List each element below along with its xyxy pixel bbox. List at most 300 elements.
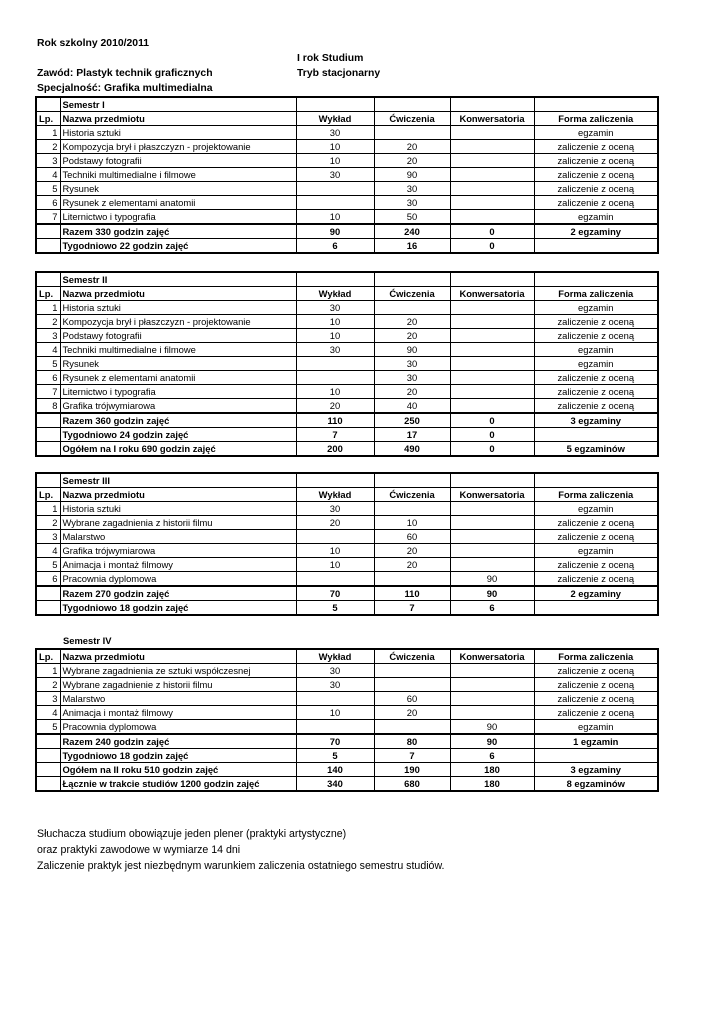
exercise-hours: 50 [374,210,450,225]
exercise-hours: 60 [374,692,450,706]
column-header-row [36,287,658,301]
summary-row-weekly [36,428,658,442]
row-number: 5 [36,558,60,572]
conversation-hours [450,140,534,154]
subject-name: Rysunek [60,357,296,371]
conversation-hours [450,182,534,196]
assessment-form: zaliczenie z oceną [534,572,658,587]
empty-cell [36,97,60,112]
header-form: Forma zaliczenia [534,488,658,502]
summary-exercises: 7 [374,749,450,763]
header-lp: Lp. [36,488,60,502]
empty-cell [296,97,374,112]
summary-conversations: 90 [450,734,534,749]
row-number: 5 [36,357,60,371]
summary-conversations: 0 [450,239,534,254]
lecture-hours: 30 [296,301,374,315]
table-row [36,385,658,399]
empty-cell [374,272,450,287]
summary-exercises: 17 [374,428,450,442]
table-row [36,301,658,315]
row-number: 7 [36,210,60,225]
table-row [36,516,658,530]
exercise-hours: 20 [374,329,450,343]
table-row [36,140,658,154]
empty-cell [36,428,60,442]
row-number: 2 [36,140,60,154]
empty-cell [36,763,60,777]
subject-name: Animacja i montaż filmowy [60,558,296,572]
conversation-hours [450,154,534,168]
subject-name: Grafika trójwymiarowa [60,399,296,414]
summary-form: 1 egzamin [534,734,658,749]
empty-cell [36,224,60,239]
row-number: 1 [36,301,60,315]
table-row [36,502,658,516]
row-number: 1 [36,126,60,140]
subject-name: Historia sztuki [60,126,296,140]
subject-name: Liternictwo i typografia [60,385,296,399]
conversation-hours [450,692,534,706]
profession: Zawód: Plastyk technik graficznych [37,68,213,79]
summary-form: 8 egzaminów [534,777,658,792]
summary-form [534,428,658,442]
table-row [36,154,658,168]
semester-title: Semestr I [60,97,296,112]
lecture-hours [296,720,374,735]
summary-conversations: 6 [450,601,534,616]
exercise-hours: 90 [374,343,450,357]
lecture-hours [296,357,374,371]
conversation-hours [450,664,534,678]
exercise-hours: 40 [374,399,450,414]
empty-cell [36,239,60,254]
assessment-form: zaliczenie z oceną [534,315,658,329]
lecture-hours: 30 [296,502,374,516]
table-row [36,544,658,558]
semester-title-row [36,97,658,112]
summary-lecture: 6 [296,239,374,254]
summary-row-weekly [36,749,658,763]
assessment-form: zaliczenie z oceną [534,678,658,692]
conversation-hours [450,371,534,385]
conversation-hours: 90 [450,720,534,735]
exercise-hours [374,502,450,516]
empty-cell [450,97,534,112]
subject-name: Malarstwo [60,692,296,706]
summary-row-sum [36,586,658,601]
assessment-form: zaliczenie z oceną [534,371,658,385]
summary-exercises: 680 [374,777,450,792]
assessment-form: egzamin [534,357,658,371]
header-name: Nazwa przedmiotu [60,112,296,126]
table-row [36,530,658,544]
assessment-form: zaliczenie z oceną [534,516,658,530]
exercise-hours [374,126,450,140]
summary-lecture: 7 [296,428,374,442]
lecture-hours: 10 [296,140,374,154]
summary-form [534,601,658,616]
table-row [36,572,658,587]
summary-conversations: 180 [450,763,534,777]
conversation-hours [450,301,534,315]
assessment-form: egzamin [534,301,658,315]
row-number: 3 [36,329,60,343]
lecture-hours: 30 [296,678,374,692]
summary-exercises: 80 [374,734,450,749]
row-number: 2 [36,315,60,329]
subject-name: Techniki multimedialne i filmowe [60,343,296,357]
lecture-hours: 30 [296,168,374,182]
row-number: 2 [36,516,60,530]
header-exercises: Ćwiczenia [374,287,450,301]
summary-conversations: 6 [450,749,534,763]
exercise-hours [374,664,450,678]
header-lp: Lp. [36,112,60,126]
summary-lecture: 140 [296,763,374,777]
summary-lecture: 110 [296,413,374,428]
subject-name: Animacja i montaż filmowy [60,706,296,720]
semester-title-row [36,272,658,287]
header-name: Nazwa przedmiotu [60,649,296,664]
note-line: oraz praktyki zawodowe w wymiarze 14 dni [37,844,241,856]
summary-lecture: 70 [296,586,374,601]
assessment-form: zaliczenie z oceną [534,385,658,399]
column-header-row [36,488,658,502]
subject-name: Historia sztuki [60,502,296,516]
summary-form [534,749,658,763]
subject-name: Grafika trójwymiarowa [60,544,296,558]
summary-label: Razem 360 godzin zajęć [60,413,296,428]
summary-row-weekly [36,239,658,254]
row-number: 6 [36,371,60,385]
summary-lecture: 90 [296,224,374,239]
lecture-hours [296,530,374,544]
exercise-hours: 30 [374,182,450,196]
assessment-form: zaliczenie z oceną [534,399,658,414]
summary-lecture: 5 [296,749,374,763]
header-lecture: Wykład [296,112,374,126]
table-row [36,371,658,385]
assessment-form: zaliczenie z oceną [534,196,658,210]
exercise-hours [374,678,450,692]
table-row [36,692,658,706]
notes [37,826,444,874]
lecture-hours: 10 [296,329,374,343]
lecture-hours [296,182,374,196]
row-number: 3 [36,154,60,168]
summary-label: Tygodniowo 22 godzin zajęć [60,239,296,254]
note-line: Zaliczenie praktyk jest niezbędnym warunkiem zaliczenia ostatniego semestru studiów. [37,860,445,872]
school-year: Rok szkolny 2010/2011 [37,38,150,49]
study-mode: Tryb stacjonarny [297,68,381,79]
conversation-hours [450,678,534,692]
row-number: 3 [36,530,60,544]
exercise-hours [374,572,450,587]
assessment-form: zaliczenie z oceną [534,329,658,343]
summary-label: Łącznie w trakcie studiów 1200 godzin zajęć [60,777,296,792]
subject-name: Podstawy fotografii [60,154,296,168]
table-row [36,210,658,225]
lecture-hours: 10 [296,315,374,329]
assessment-form: egzamin [534,343,658,357]
row-number: 4 [36,706,60,720]
table-row [36,720,658,735]
table-row [36,196,658,210]
summary-exercises: 190 [374,763,450,777]
conversation-hours [450,210,534,225]
semester-title-row [36,473,658,488]
table-row [36,343,658,357]
assessment-form: zaliczenie z oceną [534,140,658,154]
semester-2-table [35,271,659,457]
lecture-hours: 30 [296,664,374,678]
conversation-hours [450,558,534,572]
conversation-hours [450,706,534,720]
header-form: Forma zaliczenia [534,112,658,126]
header-name: Nazwa przedmiotu [60,488,296,502]
assessment-form: egzamin [534,544,658,558]
exercise-hours: 20 [374,315,450,329]
row-number: 1 [36,664,60,678]
summary-label: Ogółem na I roku 690 godzin zajęć [60,442,296,457]
summary-form: 2 egzaminy [534,586,658,601]
semester-title: Semestr III [60,473,296,488]
summary-exercises: 7 [374,601,450,616]
summary-label: Ogółem na II roku 510 godzin zajęć [60,763,296,777]
exercise-hours: 20 [374,385,450,399]
exercise-hours [374,301,450,315]
lecture-hours [296,196,374,210]
exercise-hours: 20 [374,706,450,720]
empty-cell [36,442,60,457]
summary-exercises: 110 [374,586,450,601]
lecture-hours: 10 [296,558,374,572]
subject-name: Rysunek z elementami anatomii [60,371,296,385]
subject-name: Podstawy fotografii [60,329,296,343]
summary-row-sum [36,413,658,428]
row-number: 2 [36,678,60,692]
conversation-hours [450,126,534,140]
summary-row-total [36,442,658,457]
study-year: I rok Studium [297,53,364,64]
conversation-hours [450,530,534,544]
summary-conversations: 0 [450,413,534,428]
assessment-form: egzamin [534,502,658,516]
summary-conversations: 180 [450,777,534,792]
table-row [36,329,658,343]
assessment-form: zaliczenie z oceną [534,530,658,544]
lecture-hours: 10 [296,385,374,399]
row-number: 6 [36,572,60,587]
row-number: 7 [36,385,60,399]
conversation-hours: 90 [450,572,534,587]
header-exercises: Ćwiczenia [374,649,450,664]
subject-name: Kompozycja brył i płaszczyzn - projektowanie [60,140,296,154]
table-row [36,168,658,182]
subject-name: Liternictwo i typografia [60,210,296,225]
lecture-hours [296,692,374,706]
summary-row-weekly [36,601,658,616]
table-row [36,126,658,140]
column-header-row [36,112,658,126]
semester-title: Semestr II [60,272,296,287]
header-lp: Lp. [36,649,60,664]
semester-4-title: Semestr IV [63,635,112,646]
assessment-form: zaliczenie z oceną [534,182,658,196]
header-form: Forma zaliczenia [534,287,658,301]
lecture-hours [296,572,374,587]
subject-name: Rysunek z elementami anatomii [60,196,296,210]
table-row [36,706,658,720]
conversation-hours [450,516,534,530]
row-number: 4 [36,168,60,182]
summary-exercises: 16 [374,239,450,254]
exercise-hours: 20 [374,558,450,572]
header-conversations: Konwersatoria [450,649,534,664]
row-number: 5 [36,720,60,735]
table-row [36,678,658,692]
summary-form: 3 egzaminy [534,413,658,428]
assessment-form: egzamin [534,126,658,140]
summary-lecture: 340 [296,777,374,792]
subject-name: Wybrane zagadnienia ze sztuki współczesnej [60,664,296,678]
conversation-hours [450,168,534,182]
summary-lecture: 200 [296,442,374,457]
assessment-form: zaliczenie z oceną [534,558,658,572]
exercise-hours: 30 [374,371,450,385]
exercise-hours [374,720,450,735]
row-number: 8 [36,399,60,414]
table-row [36,182,658,196]
subject-name: Malarstwo [60,530,296,544]
lecture-hours: 30 [296,126,374,140]
empty-cell [36,272,60,287]
header-conversations: Konwersatoria [450,112,534,126]
lecture-hours: 10 [296,154,374,168]
semester-1-table [35,96,659,254]
row-number: 3 [36,692,60,706]
header-lp: Lp. [36,287,60,301]
exercise-hours: 20 [374,140,450,154]
summary-label: Razem 270 godzin zajęć [60,586,296,601]
subject-name: Rysunek [60,182,296,196]
semester-3-table [35,472,659,616]
summary-label: Razem 330 godzin zajęć [60,224,296,239]
empty-cell [36,777,60,792]
specialty: Specjalność: Grafika multimedialna [37,83,213,94]
note-line: Słuchacza studium obowiązuje jeden plener (praktyki artystyczne) [37,828,347,840]
subject-name: Historia sztuki [60,301,296,315]
assessment-form: zaliczenie z oceną [534,706,658,720]
exercise-hours: 30 [374,196,450,210]
empty-cell [36,586,60,601]
empty-cell [534,97,658,112]
subject-name: Wybrane zagadnienie z historii filmu [60,678,296,692]
lecture-hours: 30 [296,343,374,357]
summary-lecture: 5 [296,601,374,616]
semester-4-table [35,648,659,792]
header-conversations: Konwersatoria [450,287,534,301]
subject-name: Kompozycja brył i płaszczyzn - projektowanie [60,315,296,329]
assessment-form: zaliczenie z oceną [534,154,658,168]
conversation-hours [450,329,534,343]
lecture-hours: 10 [296,544,374,558]
empty-cell [296,473,374,488]
assessment-form: zaliczenie z oceną [534,168,658,182]
summary-conversations: 0 [450,442,534,457]
subject-name: Pracownia dyplomowa [60,572,296,587]
empty-cell [450,473,534,488]
empty-cell [36,734,60,749]
column-header-row [36,649,658,664]
conversation-hours [450,544,534,558]
assessment-form: egzamin [534,720,658,735]
table-row [36,315,658,329]
header-name: Nazwa przedmiotu [60,287,296,301]
empty-cell [374,97,450,112]
summary-lecture: 70 [296,734,374,749]
header-conversations: Konwersatoria [450,488,534,502]
header-lecture: Wykład [296,649,374,664]
header-lecture: Wykład [296,488,374,502]
conversation-hours [450,357,534,371]
row-number: 4 [36,343,60,357]
table-row [36,558,658,572]
summary-conversations: 0 [450,224,534,239]
empty-cell [296,272,374,287]
exercise-hours: 10 [374,516,450,530]
subject-name: Wybrane zagadnienia z historii filmu [60,516,296,530]
summary-form [534,239,658,254]
conversation-hours [450,385,534,399]
summary-label: Tygodniowo 18 godzin zajęć [60,749,296,763]
assessment-form: zaliczenie z oceną [534,692,658,706]
empty-cell [36,749,60,763]
summary-row-grand [36,777,658,792]
summary-form: 3 egzaminy [534,763,658,777]
summary-form: 2 egzaminy [534,224,658,239]
summary-row-total [36,763,658,777]
conversation-hours [450,315,534,329]
header-exercises: Ćwiczenia [374,488,450,502]
row-number: 4 [36,544,60,558]
summary-label: Tygodniowo 18 godzin zajęć [60,601,296,616]
exercise-hours: 30 [374,357,450,371]
conversation-hours [450,502,534,516]
table-row [36,357,658,371]
assessment-form: egzamin [534,210,658,225]
exercise-hours: 20 [374,544,450,558]
header-form: Forma zaliczenia [534,649,658,664]
summary-exercises: 490 [374,442,450,457]
empty-cell [534,473,658,488]
empty-cell [36,473,60,488]
assessment-form: zaliczenie z oceną [534,664,658,678]
table-row [36,399,658,414]
conversation-hours [450,196,534,210]
conversation-hours [450,343,534,357]
row-number: 5 [36,182,60,196]
summary-conversations: 0 [450,428,534,442]
summary-row-sum [36,734,658,749]
lecture-hours: 20 [296,399,374,414]
table-row [36,664,658,678]
lecture-hours [296,371,374,385]
summary-label: Razem 240 godzin zajęć [60,734,296,749]
row-number: 6 [36,196,60,210]
subject-name: Pracownia dyplomowa [60,720,296,735]
